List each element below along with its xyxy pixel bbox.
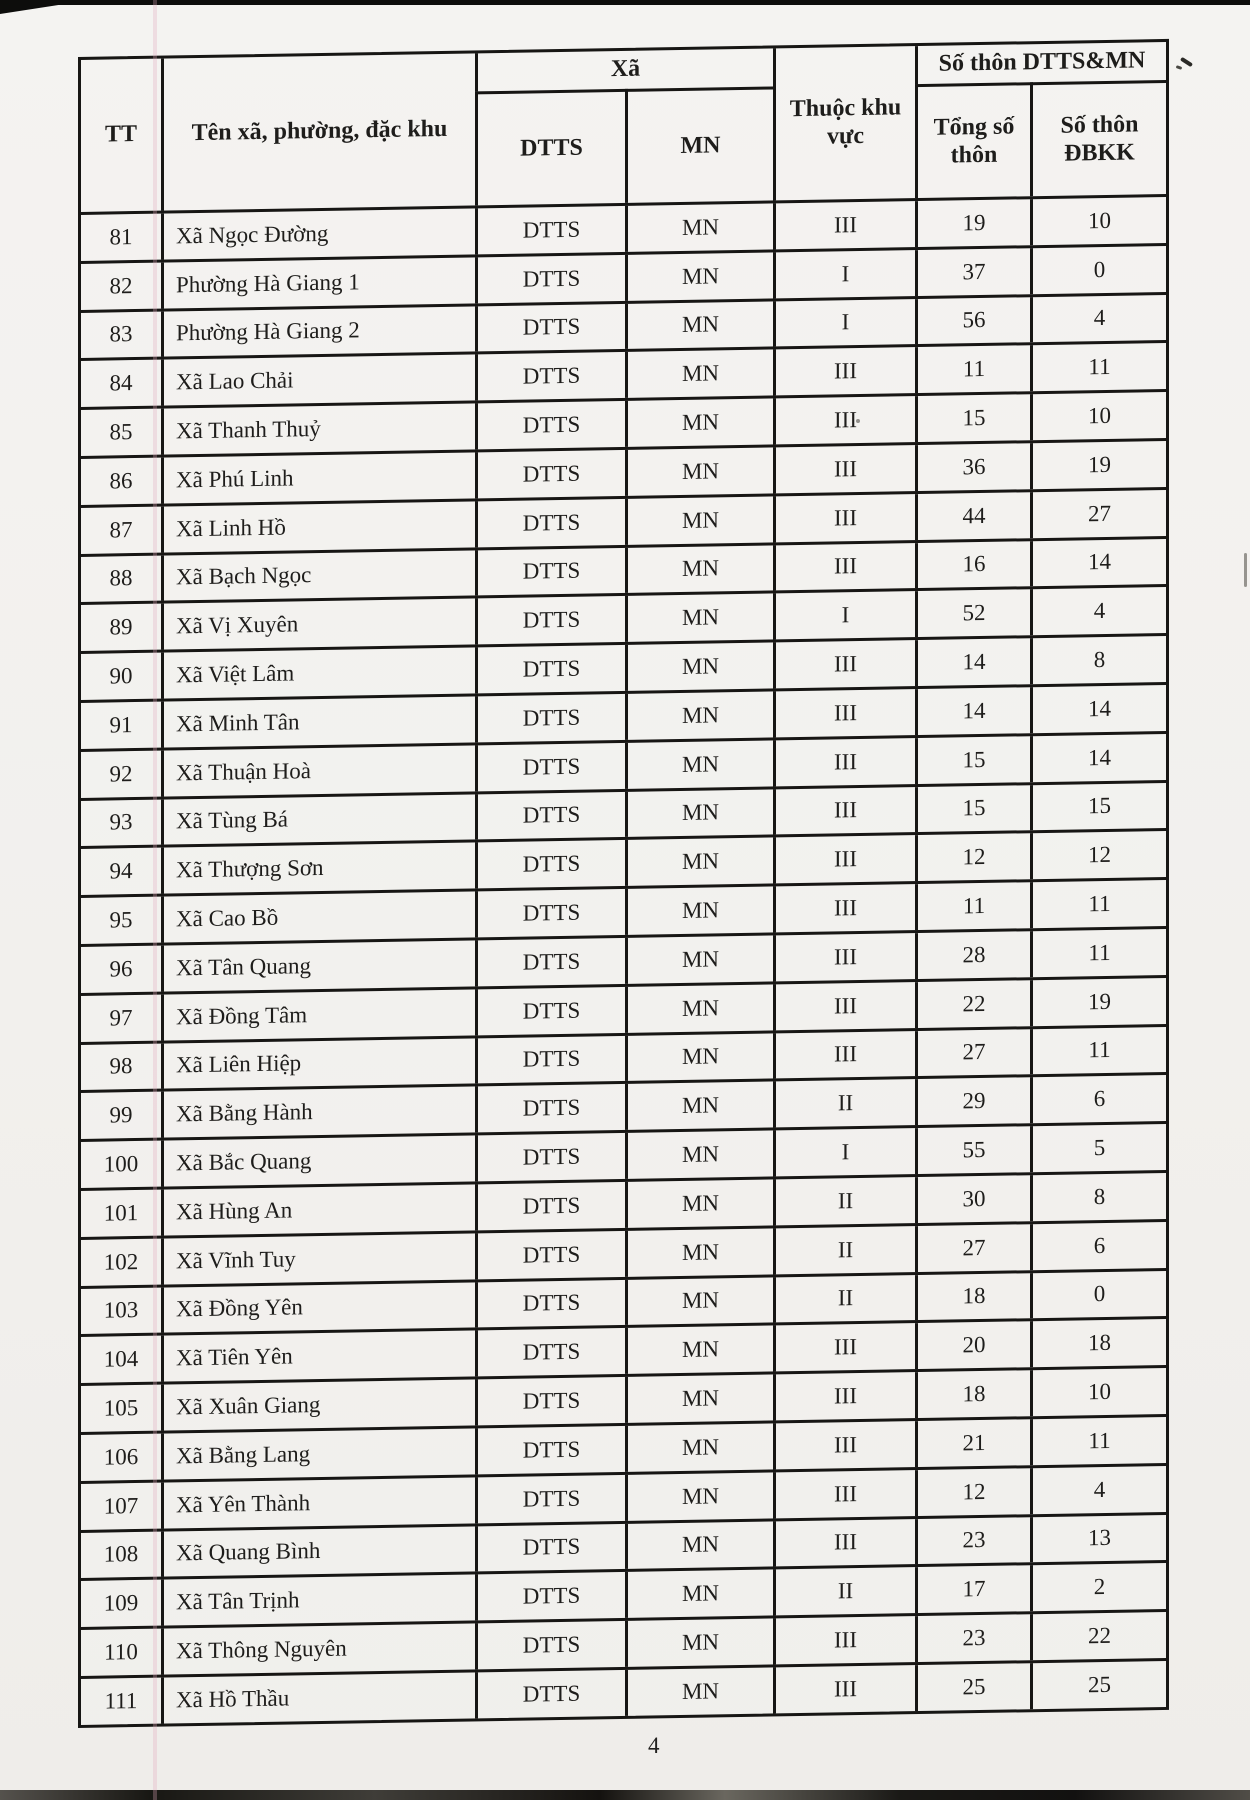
row-mn: MN bbox=[625, 1521, 773, 1569]
row-mn: MN bbox=[625, 1033, 773, 1081]
row-mn: MN bbox=[625, 1326, 773, 1374]
row-khu-vuc: II bbox=[773, 1226, 915, 1274]
row-dtts: DTTS bbox=[475, 450, 625, 498]
row-tt: 95 bbox=[109, 907, 133, 933]
row-dtts: DTTS bbox=[475, 938, 625, 986]
row-name: Xã Linh Hồ bbox=[161, 501, 475, 552]
row-so-thon-dbkk: 8 bbox=[1030, 1173, 1166, 1221]
row-khu-vuc: III bbox=[773, 787, 915, 835]
row-khu-vuc: I bbox=[773, 1128, 915, 1176]
row-tt: 107 bbox=[103, 1492, 139, 1519]
row-so-thon-dbkk: 19 bbox=[1030, 441, 1166, 489]
row-so-thon-dbkk: 11 bbox=[1030, 343, 1166, 391]
row-so-thon-dbkk: 14 bbox=[1030, 685, 1166, 733]
row-khu-vuc: III bbox=[773, 201, 915, 249]
row-tong-so-thon: 28 bbox=[915, 931, 1030, 979]
row-tong-so-thon: 27 bbox=[915, 1224, 1030, 1272]
row-tt: 85 bbox=[109, 419, 133, 445]
row-name: Phường Hà Giang 2 bbox=[161, 306, 475, 357]
row-dtts: DTTS bbox=[475, 1523, 625, 1571]
row-dtts: DTTS bbox=[475, 1328, 625, 1376]
row-name: Xã Yên Thành bbox=[161, 1477, 475, 1528]
row-dtts: DTTS bbox=[475, 791, 625, 839]
row-name: Xã Ngọc Đường bbox=[161, 208, 475, 259]
row-khu-vuc: III bbox=[773, 933, 915, 981]
row-khu-vuc: II bbox=[773, 1275, 915, 1323]
row-tong-so-thon: 36 bbox=[915, 443, 1030, 491]
row-name: Xã Liên Hiệp bbox=[161, 1038, 475, 1089]
row-khu-vuc: III bbox=[773, 982, 915, 1030]
row-so-thon-dbkk: 10 bbox=[1030, 392, 1166, 440]
row-tt: 106 bbox=[103, 1443, 139, 1470]
row-khu-vuc: II bbox=[773, 1177, 915, 1225]
row-khu-vuc: III bbox=[773, 1470, 915, 1518]
row-name: Xã Tân Quang bbox=[161, 940, 475, 991]
row-name: Xã Cao Bồ bbox=[161, 892, 475, 943]
row-khu-vuc: III bbox=[773, 1421, 915, 1469]
row-tt: 104 bbox=[103, 1346, 139, 1372]
row-name: Xã Tiên Yên bbox=[161, 1331, 475, 1382]
row-tt: 98 bbox=[109, 1053, 133, 1079]
row-dtts: DTTS bbox=[475, 743, 625, 791]
row-mn: MN bbox=[625, 838, 773, 886]
row-dtts: DTTS bbox=[475, 1621, 625, 1669]
row-khu-vuc: III bbox=[773, 494, 915, 542]
row-tong-so-thon: 12 bbox=[915, 834, 1030, 882]
row-tt: 92 bbox=[109, 760, 133, 787]
row-tt: 103 bbox=[103, 1297, 139, 1323]
row-tong-so-thon: 23 bbox=[915, 1614, 1030, 1662]
row-mn: MN bbox=[625, 399, 773, 447]
row-so-thon-dbkk: 27 bbox=[1030, 490, 1166, 538]
row-tt: 97 bbox=[109, 1004, 133, 1031]
row-name: Xã Bắc Quang bbox=[161, 1136, 475, 1187]
row-so-thon-dbkk: 11 bbox=[1030, 929, 1166, 977]
row-tong-so-thon: 27 bbox=[915, 1029, 1030, 1077]
row-mn: MN bbox=[625, 301, 773, 349]
row-name: Xã Xuân Giang bbox=[161, 1380, 475, 1431]
row-so-thon-dbkk: 10 bbox=[1030, 197, 1166, 245]
row-dtts: DTTS bbox=[475, 1377, 625, 1425]
row-mn: MN bbox=[625, 1082, 773, 1130]
row-mn: MN bbox=[625, 1423, 773, 1471]
row-khu-vuc: III bbox=[773, 1616, 915, 1664]
row-dtts: DTTS bbox=[475, 987, 625, 1035]
row-mn: MN bbox=[625, 252, 773, 300]
row-tt: 110 bbox=[104, 1639, 138, 1665]
row-dtts: DTTS bbox=[475, 1182, 625, 1230]
row-khu-vuc: III bbox=[773, 1323, 915, 1371]
row-dtts: DTTS bbox=[475, 1231, 625, 1279]
row-so-thon-dbkk: 8 bbox=[1030, 636, 1166, 684]
row-dtts: DTTS bbox=[475, 1279, 625, 1327]
row-so-thon-dbkk: 11 bbox=[1030, 1027, 1166, 1075]
row-tong-so-thon: 18 bbox=[915, 1370, 1030, 1418]
header-so-thon-dbkk: Số thôn ĐBKK bbox=[1030, 80, 1166, 196]
row-tt: 83 bbox=[109, 321, 133, 347]
row-tt: 101 bbox=[103, 1199, 139, 1226]
row-name: Phường Hà Giang 1 bbox=[161, 257, 475, 308]
row-dtts: DTTS bbox=[475, 645, 625, 693]
row-mn: MN bbox=[625, 1228, 773, 1276]
row-tong-so-thon: 21 bbox=[915, 1419, 1030, 1467]
row-so-thon-dbkk: 14 bbox=[1030, 734, 1166, 782]
row-tong-so-thon: 25 bbox=[915, 1663, 1030, 1711]
row-so-thon-dbkk: 19 bbox=[1030, 978, 1166, 1026]
row-tong-so-thon: 14 bbox=[915, 687, 1030, 735]
scan-artifact-ink-mark-small bbox=[1176, 65, 1183, 70]
header-tt: TT bbox=[104, 121, 137, 148]
row-tong-so-thon: 20 bbox=[915, 1322, 1030, 1370]
row-so-thon-dbkk: 5 bbox=[1030, 1124, 1166, 1172]
row-tt: 94 bbox=[109, 858, 133, 884]
row-dtts: DTTS bbox=[475, 1572, 625, 1620]
row-mn: MN bbox=[625, 935, 773, 983]
header-so-thon-group: Số thôn DTTS&MN bbox=[915, 42, 1166, 84]
row-khu-vuc: II bbox=[773, 1567, 915, 1615]
row-tong-so-thon: 15 bbox=[915, 394, 1030, 442]
row-tt: 89 bbox=[109, 614, 133, 640]
row-dtts: DTTS bbox=[475, 840, 625, 888]
row-so-thon-dbkk: 13 bbox=[1030, 1514, 1166, 1562]
row-tt: 105 bbox=[103, 1395, 139, 1421]
row-tt: 111 bbox=[104, 1687, 138, 1714]
row-mn: MN bbox=[625, 203, 773, 251]
row-tong-so-thon: 23 bbox=[915, 1517, 1030, 1565]
row-khu-vuc: III bbox=[773, 835, 915, 883]
row-name: Xã Vĩnh Tuy bbox=[161, 1233, 475, 1284]
table-body bbox=[81, 194, 1166, 1725]
row-mn: MN bbox=[625, 545, 773, 593]
row-mn: MN bbox=[625, 789, 773, 837]
row-tt: 108 bbox=[103, 1541, 139, 1567]
row-khu-vuc: III bbox=[773, 1372, 915, 1420]
row-so-thon-dbkk: 2 bbox=[1030, 1563, 1166, 1611]
row-so-thon-dbkk: 12 bbox=[1030, 831, 1166, 879]
row-mn: MN bbox=[625, 691, 773, 739]
header-xa-group: Xã bbox=[475, 48, 773, 91]
row-mn: MN bbox=[625, 984, 773, 1032]
row-mn: MN bbox=[625, 447, 773, 495]
row-tong-so-thon: 17 bbox=[915, 1566, 1030, 1614]
row-so-thon-dbkk: 15 bbox=[1030, 783, 1166, 831]
row-tong-so-thon: 22 bbox=[915, 980, 1030, 1028]
row-dtts: DTTS bbox=[475, 1670, 625, 1718]
row-so-thon-dbkk: 4 bbox=[1030, 1466, 1166, 1514]
row-name: Xã Việt Lâm bbox=[161, 648, 475, 699]
row-tong-so-thon: 12 bbox=[915, 1468, 1030, 1516]
row-khu-vuc: III bbox=[773, 396, 915, 444]
row-tt: 86 bbox=[109, 467, 133, 494]
row-tt: 93 bbox=[109, 809, 133, 835]
row-tt: 84 bbox=[109, 370, 133, 396]
row-dtts: DTTS bbox=[475, 694, 625, 742]
row-mn: MN bbox=[625, 1570, 773, 1618]
scan-artifact-pink-line bbox=[153, 0, 157, 1800]
row-so-thon-dbkk: 22 bbox=[1030, 1612, 1166, 1660]
row-so-thon-dbkk: 25 bbox=[1030, 1661, 1166, 1709]
row-tong-so-thon: 37 bbox=[915, 248, 1030, 296]
row-dtts: DTTS bbox=[475, 1084, 625, 1132]
row-dtts: DTTS bbox=[475, 206, 625, 254]
header-khu-vuc: Thuộc khu vực bbox=[773, 46, 915, 200]
row-tong-so-thon: 18 bbox=[915, 1273, 1030, 1321]
scan-artifact-ink-mark bbox=[1180, 57, 1193, 67]
row-name: Xã Bạch Ngọc bbox=[161, 550, 475, 601]
row-name: Xã Quang Bình bbox=[161, 1526, 475, 1577]
row-dtts: DTTS bbox=[475, 1475, 625, 1523]
row-khu-vuc: III bbox=[773, 689, 915, 737]
row-tt: 91 bbox=[109, 711, 133, 738]
row-mn: MN bbox=[625, 1277, 773, 1325]
scan-artifact-top-strip bbox=[0, 0, 1250, 5]
row-dtts: DTTS bbox=[475, 499, 625, 547]
row-name: Xã Thượng Sơn bbox=[161, 843, 475, 894]
row-tong-so-thon: 55 bbox=[915, 1126, 1030, 1174]
row-name: Xã Đồng Yên bbox=[161, 1282, 475, 1333]
scan-artifact-bottom-band bbox=[0, 1790, 1250, 1800]
row-khu-vuc: III bbox=[773, 348, 915, 396]
row-so-thon-dbkk: 0 bbox=[1030, 1270, 1166, 1318]
row-khu-vuc: I bbox=[773, 250, 915, 298]
row-name: Xã Hùng An bbox=[161, 1184, 475, 1235]
row-tt: 82 bbox=[109, 272, 133, 299]
row-mn: MN bbox=[625, 643, 773, 691]
row-name: Xã Bằng Hành bbox=[161, 1087, 475, 1138]
row-name: Xã Hồ Thầu bbox=[161, 1672, 475, 1723]
row-khu-vuc: I bbox=[773, 591, 915, 639]
row-tong-so-thon: 52 bbox=[915, 590, 1030, 638]
row-dtts: DTTS bbox=[475, 1426, 625, 1474]
row-dtts: DTTS bbox=[475, 889, 625, 937]
scan-artifact-right-margin-mark bbox=[1244, 553, 1247, 587]
row-name: Xã Minh Tân bbox=[161, 696, 475, 747]
row-khu-vuc: II bbox=[773, 1079, 915, 1127]
row-tong-so-thon: 56 bbox=[915, 297, 1030, 345]
row-khu-vuc: III bbox=[773, 1665, 915, 1713]
row-mn: MN bbox=[625, 350, 773, 398]
row-tt: 102 bbox=[103, 1248, 139, 1275]
row-name: Xã Phú Linh bbox=[161, 452, 475, 503]
row-tong-so-thon: 11 bbox=[915, 346, 1030, 394]
row-tt: 109 bbox=[103, 1590, 139, 1616]
row-name: Xã Tân Trịnh bbox=[161, 1575, 475, 1626]
row-mn: MN bbox=[625, 1375, 773, 1423]
row-so-thon-dbkk: 11 bbox=[1030, 880, 1166, 928]
row-tong-so-thon: 11 bbox=[915, 882, 1030, 930]
row-khu-vuc: III bbox=[773, 640, 915, 688]
row-khu-vuc: III bbox=[773, 1031, 915, 1079]
row-name: Xã Tùng Bá bbox=[161, 794, 475, 845]
row-tt: 100 bbox=[103, 1151, 139, 1177]
row-so-thon-dbkk: 4 bbox=[1030, 295, 1166, 343]
row-so-thon-dbkk: 6 bbox=[1030, 1075, 1166, 1123]
row-tong-so-thon: 15 bbox=[915, 736, 1030, 784]
row-khu-vuc: I bbox=[773, 299, 915, 347]
row-dtts: DTTS bbox=[475, 255, 625, 303]
row-mn: MN bbox=[625, 1619, 773, 1667]
row-so-thon-dbkk: 11 bbox=[1030, 1417, 1166, 1465]
row-dtts: DTTS bbox=[475, 548, 625, 596]
row-tt: 81 bbox=[109, 223, 133, 250]
row-tt: 90 bbox=[109, 663, 133, 689]
row-tong-so-thon: 44 bbox=[915, 492, 1030, 540]
row-mn: MN bbox=[625, 887, 773, 935]
row-tt: 99 bbox=[109, 1102, 133, 1128]
row-dtts: DTTS bbox=[475, 401, 625, 449]
row-dtts: DTTS bbox=[475, 1035, 625, 1083]
row-khu-vuc: III bbox=[773, 884, 915, 932]
row-name: Xã Bằng Lang bbox=[161, 1428, 475, 1479]
row-so-thon-dbkk: 4 bbox=[1030, 587, 1166, 635]
row-name: Xã Thuận Hoà bbox=[161, 745, 475, 796]
commune-classification-table bbox=[78, 39, 1169, 1728]
row-name: Xã Lao Chải bbox=[161, 355, 475, 406]
row-tt: 87 bbox=[109, 516, 133, 543]
page-number: 4 bbox=[648, 1733, 660, 1758]
row-name: Xã Đồng Tâm bbox=[161, 989, 475, 1040]
row-so-thon-dbkk: 0 bbox=[1030, 246, 1166, 294]
row-so-thon-dbkk: 6 bbox=[1030, 1222, 1166, 1270]
row-tong-so-thon: 15 bbox=[915, 785, 1030, 833]
row-so-thon-dbkk: 10 bbox=[1030, 1368, 1166, 1416]
header-name: Tên xã, phường, đặc khu bbox=[161, 53, 475, 210]
row-tt: 88 bbox=[109, 565, 133, 591]
row-tt: 96 bbox=[109, 955, 133, 982]
scan-artifact-top-left-wedge bbox=[0, 0, 60, 14]
row-name: Xã Thông Nguyên bbox=[161, 1624, 475, 1675]
row-mn: MN bbox=[625, 1472, 773, 1520]
row-dtts: DTTS bbox=[475, 596, 625, 644]
row-name: Xã Vị Xuyên bbox=[161, 599, 475, 650]
row-khu-vuc: III bbox=[773, 445, 915, 493]
row-mn: MN bbox=[625, 594, 773, 642]
row-dtts: DTTS bbox=[475, 304, 625, 352]
header-mn: MN bbox=[625, 86, 773, 202]
row-dtts: DTTS bbox=[475, 1133, 625, 1181]
row-tong-so-thon: 14 bbox=[915, 638, 1030, 686]
header-dtts: DTTS bbox=[475, 89, 625, 205]
row-tong-so-thon: 29 bbox=[915, 1078, 1030, 1126]
row-so-thon-dbkk: 14 bbox=[1030, 539, 1166, 587]
row-mn: MN bbox=[625, 1131, 773, 1179]
row-khu-vuc: III bbox=[773, 543, 915, 591]
row-tong-so-thon: 30 bbox=[915, 1175, 1030, 1223]
row-mn: MN bbox=[625, 496, 773, 544]
row-mn: MN bbox=[625, 1667, 773, 1715]
row-name: Xã Thanh Thuỷ bbox=[161, 404, 475, 455]
row-mn: MN bbox=[625, 740, 773, 788]
header-tong-so-thon: Tổng số thôn bbox=[915, 82, 1030, 198]
row-khu-vuc: III bbox=[773, 738, 915, 786]
row-tong-so-thon: 16 bbox=[915, 541, 1030, 589]
row-dtts: DTTS bbox=[475, 352, 625, 400]
row-so-thon-dbkk: 18 bbox=[1030, 1319, 1166, 1367]
table-header bbox=[81, 42, 1166, 212]
row-tong-so-thon: 19 bbox=[915, 199, 1030, 247]
row-mn: MN bbox=[625, 1179, 773, 1227]
row-khu-vuc: III bbox=[773, 1519, 915, 1567]
